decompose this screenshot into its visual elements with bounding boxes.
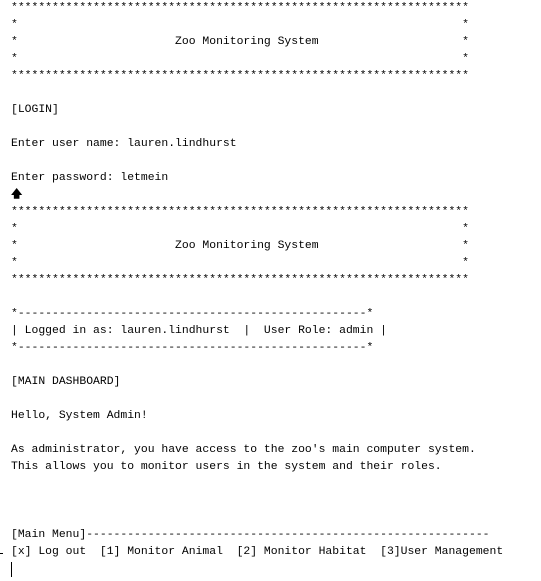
mouse-pointer-icon: 🡅 — [11, 189, 23, 201]
password-prompt: Enter password: letmein — [11, 172, 169, 184]
username-prompt: Enter user name: lauren.lindhurst — [11, 138, 237, 150]
dashboard-description-line-1: As administrator, you have access to the zoo's main computer system. — [11, 444, 476, 456]
dashboard-header: [MAIN DASHBOARD] — [11, 376, 121, 388]
terminal-output — [11, 0, 541, 561]
blank-line — [11, 476, 541, 493]
banner-blank-line: * * — [11, 19, 469, 31]
blank-line — [11, 357, 541, 374]
mouse-cursor-line — [11, 187, 541, 204]
session-box-bottom: *---------------------------------------------------* — [11, 342, 374, 354]
blank-line — [11, 391, 541, 408]
banner-border-top: ******************************************************************* — [11, 206, 469, 218]
banner-blank-line: * * — [11, 53, 469, 65]
left-edge-tick — [0, 553, 3, 554]
session-info: | Logged in as: lauren.lindhurst | User Role: admin | — [11, 325, 387, 337]
dashboard-description-line-2: This allows you to monitor users in the system and their roles. — [11, 461, 442, 473]
session-box-top: *---------------------------------------------------* — [11, 308, 374, 320]
banner-border-bottom: ******************************************************************* — [11, 274, 469, 286]
blank-line — [11, 119, 541, 136]
blank-line — [11, 153, 541, 170]
blank-line — [11, 289, 541, 306]
blank-line — [11, 425, 541, 442]
text-input-cursor[interactable] — [11, 562, 12, 577]
banner-blank-line: * * — [11, 223, 469, 235]
main-menu-header: [Main Menu]----------------------------------------------------------- — [11, 529, 490, 541]
banner-border-top: ******************************************************************* — [11, 2, 469, 14]
banner-title: * Zoo Monitoring System * — [11, 36, 469, 48]
dashboard-greeting: Hello, System Admin! — [11, 410, 148, 422]
login-header: [LOGIN] — [11, 104, 59, 116]
blank-line — [11, 85, 541, 102]
banner-blank-line: * * — [11, 257, 469, 269]
banner-title: * Zoo Monitoring System * — [11, 240, 469, 252]
banner-border-bottom: ******************************************************************* — [11, 70, 469, 82]
main-menu-options: [x] Log out [1] Monitor Animal [2] Monitor Habitat [3]User Management — [11, 546, 504, 558]
blank-line — [11, 493, 541, 510]
blank-line — [11, 510, 541, 527]
